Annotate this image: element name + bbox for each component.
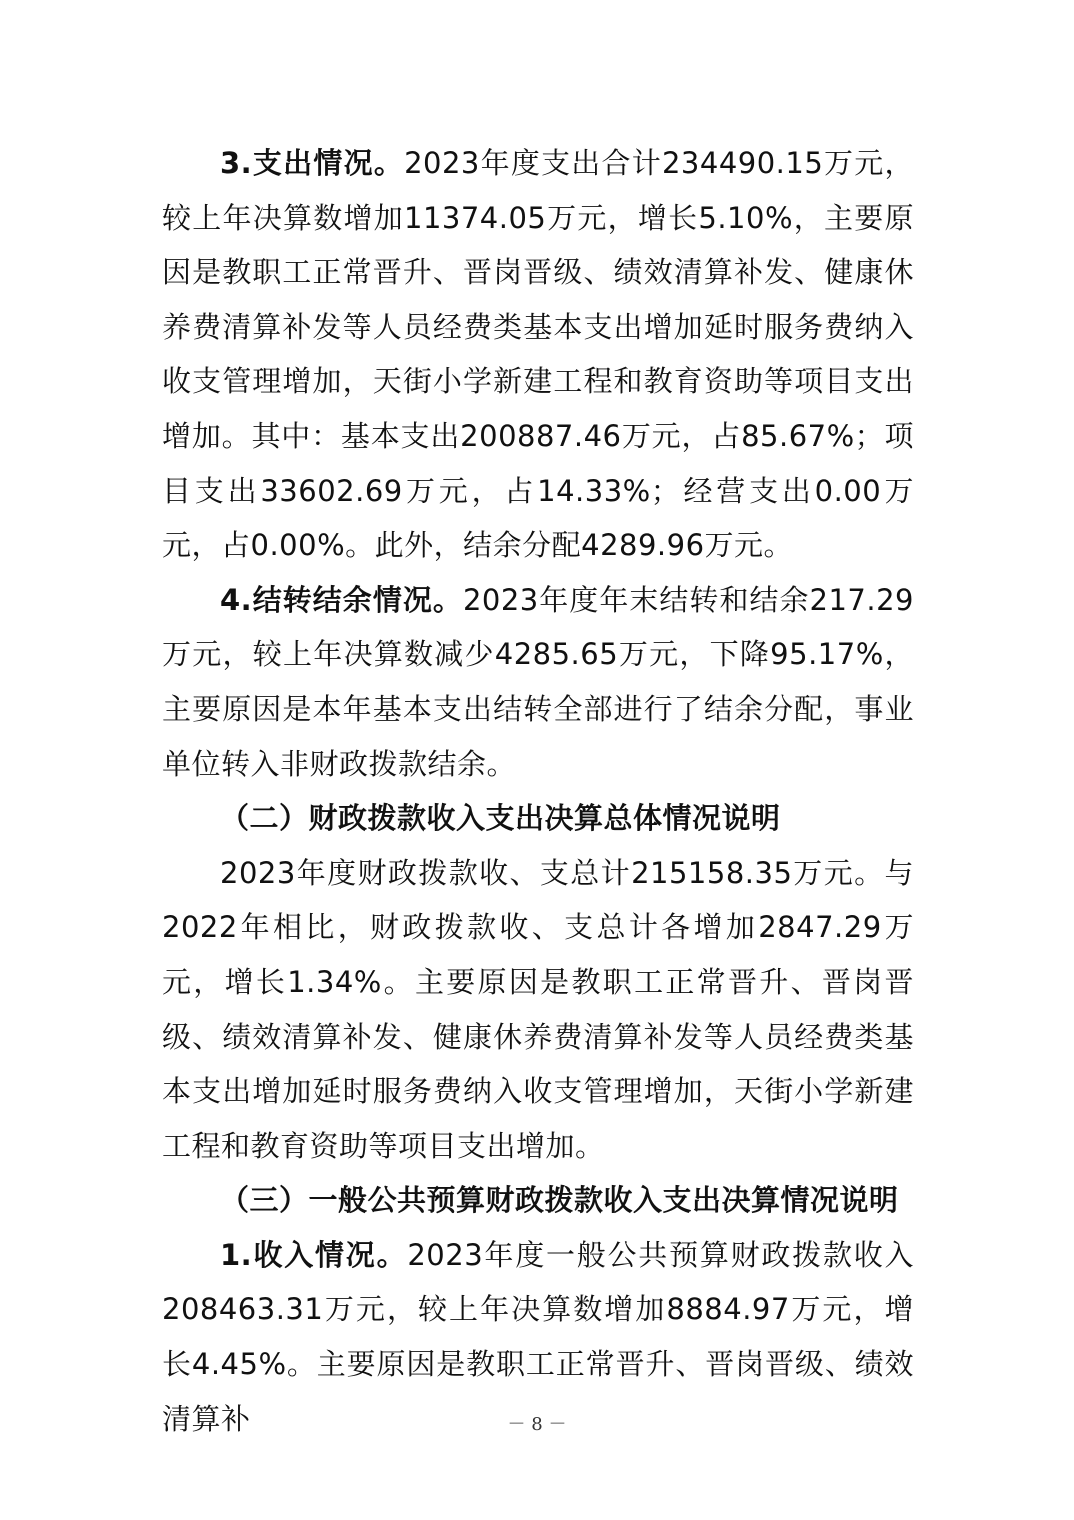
paragraph-lead: 3.支出情况。 — [220, 146, 405, 180]
paragraph-text: 2023年度一般公共预算财政拨款收入208463.31万元，较上年决算数增加8884.97万元，增长4.45%。主要原因是教职工正常晋升、晋岗晋级、绩效清算补 — [162, 1237, 914, 1436]
section-heading-fiscal-overview: （二）财政拨款收入支出决算总体情况说明 — [220, 801, 781, 836]
paragraph-fiscal-overview — [162, 846, 914, 1174]
paragraph-carryover-balance — [162, 573, 914, 791]
page-number: － 8 － — [507, 1414, 567, 1435]
paragraph-lead: 4.结转结余情况。 — [220, 582, 463, 617]
section-heading-general-budget: （三）一般公共预算财政拨款收入支出决算情况说明 — [220, 1183, 899, 1218]
paragraph-lead: 1.收入情况。 — [220, 1237, 408, 1272]
paragraph-text: 2023年度年末结转和结余217.29万元，较上年决算数减少4285.65万元，下降95.17%，主要原因是本年基本支出结转全部进行了结余分配，事业单位转入非财政拨款结余。 — [162, 582, 914, 781]
paragraph-text: 2023年度支出合计234490.15万元，较上年决算数增加11374.05万元，增长5.10%，主要原因是教职工正常晋升、晋岗晋级、绩效清算补发、健康休养费清算补发等人员经费类基本支出增加延时服务费纳入收支管理增加，天街小学新建工程和教育资助等项目支出增加。其中：基本支出200887.46万元，占85.67%；项目支出33602.69万元，占14.33%；经营支出0.00万元，占0.00%。此外，结余分配4289.96万元。 — [162, 146, 914, 563]
paragraph-expenditure — [162, 136, 914, 573]
document-body — [162, 136, 914, 1446]
paragraph-text: 2023年度财政拨款收、支总计215158.35万元。与2022年相比，财政拨款收、支总计各增加2847.29万元，增长1.34%。主要原因是教职工正常晋升、晋岗晋级、绩效清算补发、健康休养费清算补发等人员经费类基本支出增加延时服务费纳入收支管理增加，天街小学新建工程和教育资助等项目支出增加。 — [162, 855, 914, 1163]
